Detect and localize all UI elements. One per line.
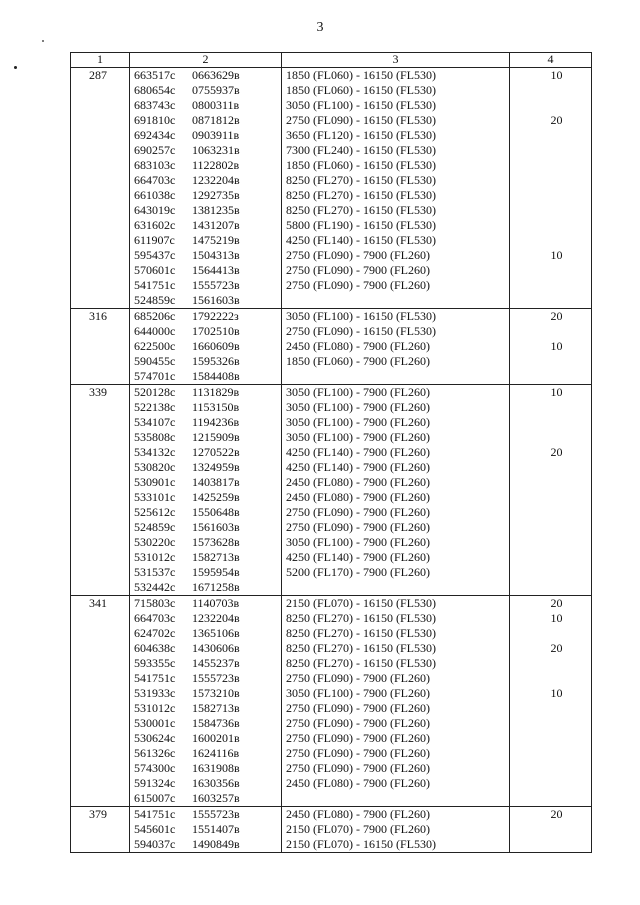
coordinate-pair (130, 128, 281, 143)
table-row (71, 385, 592, 596)
coordinate-pair (130, 309, 281, 324)
altitude-range: 5200 (FL170) - 7900 (FL260) (286, 565, 430, 579)
longitude: 1564413в (192, 263, 240, 277)
table-row (71, 596, 592, 807)
longitude: 1561603в (192, 293, 240, 307)
longitude: 1475219в (192, 233, 240, 247)
latitude: 685206с (134, 309, 176, 323)
longitude: 1595326в (192, 354, 240, 368)
altitude-range: 2750 (FL090) - 7900 (FL260) (286, 761, 430, 775)
latitude: 531012с (134, 550, 176, 564)
value-entry (510, 671, 591, 686)
zone-number: 379 (89, 807, 107, 821)
coordinates-cell (130, 385, 282, 596)
latitude: 624702с (134, 626, 176, 640)
value-entry: 20 (550, 445, 563, 459)
latitude: 631602с (134, 218, 176, 232)
altitude-cell (282, 68, 510, 309)
longitude: 1671258в (192, 580, 240, 594)
longitude: 1324959в (192, 460, 240, 474)
latitude: 615007с (134, 791, 176, 805)
latitude: 530001с (134, 716, 176, 730)
latitude: 715803с (134, 596, 176, 610)
latitude: 622500с (134, 339, 176, 353)
longitude: 1381235в (192, 203, 240, 217)
coordinate-pair (130, 716, 281, 731)
zone-number-cell (71, 68, 130, 309)
altitude-range: 2750 (FL090) - 16150 (FL530) (286, 113, 436, 127)
longitude: 1455237в (192, 656, 240, 670)
coordinate-pair (130, 278, 281, 293)
coordinate-pair (130, 400, 281, 415)
value-cell (510, 68, 592, 309)
altitude-range: 2750 (FL090) - 7900 (FL260) (286, 716, 430, 730)
altitude-range: 8250 (FL270) - 16150 (FL530) (286, 626, 436, 640)
altitude-range: 2750 (FL090) - 7900 (FL260) (286, 731, 430, 745)
scan-mark (14, 66, 17, 69)
altitude-range: 3050 (FL100) - 16150 (FL530) (286, 309, 436, 323)
longitude: 1630356в (192, 776, 240, 790)
coordinate-pair (130, 596, 281, 611)
altitude-range: 8250 (FL270) - 16150 (FL530) (286, 203, 436, 217)
altitude-cell (282, 385, 510, 596)
value-entry (510, 98, 591, 113)
altitude-range: 8250 (FL270) - 16150 (FL530) (286, 611, 436, 625)
latitude: 561326с (134, 746, 176, 760)
altitude-range: 2750 (FL090) - 7900 (FL260) (286, 248, 430, 262)
longitude: 0755937в (192, 83, 240, 97)
zone-number: 341 (89, 596, 107, 610)
longitude: 1573210в (192, 686, 240, 700)
table-row (71, 309, 592, 385)
longitude: 1600201в (192, 731, 240, 745)
latitude: 595437с (134, 248, 176, 262)
coordinate-pair (130, 565, 281, 580)
latitude: 545601с (134, 822, 176, 836)
latitude: 531012с (134, 701, 176, 715)
coordinate-pair (130, 113, 281, 128)
latitude: 520128с (134, 385, 176, 399)
zone-number-cell (71, 807, 130, 853)
coordinate-pair (130, 701, 281, 716)
coordinate-pair (130, 430, 281, 445)
zone-number: 287 (89, 68, 107, 82)
coordinate-pair (130, 248, 281, 263)
zone-number: 339 (89, 385, 107, 399)
value-entry (510, 188, 591, 203)
value-entry: 10 (550, 248, 563, 262)
longitude: 1063231в (192, 143, 240, 157)
longitude: 1365106в (192, 626, 240, 640)
latitude: 525612с (134, 505, 176, 519)
coordinate-pair (130, 626, 281, 641)
altitude-range: 2750 (FL090) - 7900 (FL260) (286, 671, 430, 685)
coordinate-pair (130, 293, 281, 308)
zone-number-cell (71, 385, 130, 596)
longitude: 1584408в (192, 369, 240, 383)
longitude: 1550648в (192, 505, 240, 519)
longitude: 1232204в (192, 173, 240, 187)
longitude: 1490849в (192, 837, 240, 851)
longitude: 1573628в (192, 535, 240, 549)
column-header: 1 (71, 53, 130, 68)
longitude: 1431207в (192, 218, 240, 232)
value-entry: 10 (550, 611, 563, 625)
latitude: 535808с (134, 430, 176, 444)
table-body (71, 68, 592, 853)
longitude: 1194236в (192, 415, 240, 429)
latitude: 590455с (134, 354, 176, 368)
latitude: 531537с (134, 565, 176, 579)
coordinate-pair (130, 822, 281, 837)
column-header: 2 (130, 53, 282, 68)
longitude: 1660609в (192, 339, 240, 353)
longitude: 0871812в (192, 113, 240, 127)
coordinate-pair (130, 173, 281, 188)
altitude-range: 4250 (FL140) - 7900 (FL260) (286, 550, 430, 564)
longitude: 1555723в (192, 671, 240, 685)
value-entry: 10 (550, 385, 563, 399)
coordinate-pair (130, 445, 281, 460)
coordinate-pair (130, 837, 281, 852)
table-row (71, 807, 592, 853)
latitude: 611907с (134, 233, 175, 247)
value-entry (510, 324, 591, 339)
altitude-range: 1850 (FL060) - 7900 (FL260) (286, 354, 430, 368)
longitude: 1792222з (192, 309, 239, 323)
altitude-range: 2150 (FL070) - 16150 (FL530) (286, 596, 436, 610)
coordinate-pair (130, 731, 281, 746)
coordinate-pair (130, 263, 281, 278)
coordinates-cell (130, 309, 282, 385)
coordinate-pair (130, 746, 281, 761)
longitude: 1122802в (192, 158, 240, 172)
value-entry: 20 (550, 309, 563, 323)
longitude: 1561603в (192, 520, 240, 534)
altitude-range: 8250 (FL270) - 16150 (FL530) (286, 641, 436, 655)
value-entry (510, 430, 591, 445)
altitude-range: 7300 (FL240) - 16150 (FL530) (286, 143, 436, 157)
altitude-range: 2750 (FL090) - 7900 (FL260) (286, 520, 430, 534)
latitude: 532442с (134, 580, 176, 594)
value-entry (510, 83, 591, 98)
coordinates-cell (130, 68, 282, 309)
value-entry (510, 158, 591, 173)
coordinate-pair (130, 776, 281, 791)
latitude: 690257с (134, 143, 176, 157)
longitude: 1702510в (192, 324, 240, 338)
coordinate-pair (130, 520, 281, 535)
coordinate-pair (130, 761, 281, 776)
altitude-range: 3050 (FL100) - 7900 (FL260) (286, 385, 430, 399)
zone-table (70, 52, 592, 853)
altitude-range: 2450 (FL080) - 7900 (FL260) (286, 475, 430, 489)
altitude-range: 3050 (FL100) - 7900 (FL260) (286, 535, 430, 549)
longitude: 1270522в (192, 445, 240, 459)
coordinate-pair (130, 611, 281, 626)
latitude: 541751с (134, 278, 176, 292)
zone-number-cell (71, 596, 130, 807)
longitude: 1140703в (192, 596, 240, 610)
value-entry (510, 626, 591, 641)
longitude: 1215909в (192, 430, 240, 444)
coordinate-pair (130, 505, 281, 520)
altitude-range: 3050 (FL100) - 16150 (FL530) (286, 98, 436, 112)
latitude: 534107с (134, 415, 176, 429)
coordinate-pair (130, 188, 281, 203)
latitude: 593355с (134, 656, 176, 670)
altitude-range: 8250 (FL270) - 16150 (FL530) (286, 656, 436, 670)
longitude: 1555723в (192, 807, 240, 821)
value-entry: 20 (550, 641, 563, 655)
value-cell (510, 807, 592, 853)
column-header: 3 (282, 53, 510, 68)
altitude-range: 1850 (FL060) - 16150 (FL530) (286, 68, 436, 82)
longitude: 1555723в (192, 278, 240, 292)
latitude: 683743с (134, 98, 176, 112)
column-header: 4 (510, 53, 592, 68)
longitude: 0903911в (192, 128, 240, 142)
longitude: 1582713в (192, 550, 240, 564)
latitude: 533101с (134, 490, 176, 504)
value-entry: 10 (550, 339, 563, 353)
coordinate-pair (130, 807, 281, 822)
coordinate-pair (130, 415, 281, 430)
altitude-range: 2450 (FL080) - 7900 (FL260) (286, 776, 430, 790)
coordinate-pair (130, 460, 281, 475)
value-entry (510, 173, 591, 188)
longitude: 1430606в (192, 641, 240, 655)
coordinate-pair (130, 143, 281, 158)
table-header-row (71, 53, 592, 68)
latitude: 574300с (134, 761, 176, 775)
value-entry (510, 233, 591, 248)
coordinate-pair (130, 339, 281, 354)
latitude: 522138с (134, 400, 176, 414)
latitude: 524859с (134, 293, 176, 307)
value-entry (510, 218, 591, 233)
scan-mark (42, 40, 44, 42)
longitude: 1131829в (192, 385, 240, 399)
longitude: 1153150в (192, 400, 240, 414)
altitude-range: 1850 (FL060) - 16150 (FL530) (286, 158, 436, 172)
page-number: 3 (316, 20, 324, 35)
coordinate-pair (130, 550, 281, 565)
coordinate-pair (130, 354, 281, 369)
coordinate-pair (130, 671, 281, 686)
latitude: 574701с (134, 369, 176, 383)
longitude: 0663629в (192, 68, 240, 82)
value-entry: 20 (550, 807, 563, 821)
value-entry: 10 (550, 68, 563, 82)
altitude-cell (282, 309, 510, 385)
coordinate-pair (130, 580, 281, 595)
altitude-range: 4250 (FL140) - 7900 (FL260) (286, 445, 430, 459)
coordinate-pair (130, 385, 281, 400)
longitude: 1631908в (192, 761, 240, 775)
longitude: 1292735в (192, 188, 240, 202)
zone-number-cell (71, 309, 130, 385)
coordinate-pair (130, 324, 281, 339)
longitude: 1232204в (192, 611, 240, 625)
altitude-range: 2750 (FL090) - 7900 (FL260) (286, 746, 430, 760)
value-entry (510, 656, 591, 671)
altitude-range: 3050 (FL100) - 7900 (FL260) (286, 430, 430, 444)
longitude: 1582713в (192, 701, 240, 715)
value-entry: 20 (550, 596, 563, 610)
coordinate-pair (130, 233, 281, 248)
latitude: 664703с (134, 611, 176, 625)
latitude: 531933с (134, 686, 176, 700)
longitude: 0800311в (192, 98, 240, 112)
altitude-range: 2150 (FL070) - 16150 (FL530) (286, 837, 436, 851)
coordinate-pair (130, 791, 281, 806)
coordinates-cell (130, 807, 282, 853)
value-cell (510, 385, 592, 596)
coordinate-pair (130, 68, 281, 83)
altitude-range: 2750 (FL090) - 7900 (FL260) (286, 505, 430, 519)
zone-number: 316 (89, 309, 107, 323)
latitude: 644000с (134, 324, 176, 338)
altitude-range: 4250 (FL140) - 7900 (FL260) (286, 460, 430, 474)
longitude: 1584736в (192, 716, 240, 730)
latitude: 541751с (134, 671, 176, 685)
longitude: 1425259в (192, 490, 240, 504)
value-entry (510, 415, 591, 430)
value-cell (510, 309, 592, 385)
latitude: 680654с (134, 83, 176, 97)
altitude-range: 8250 (FL270) - 16150 (FL530) (286, 173, 436, 187)
altitude-range: 8250 (FL270) - 16150 (FL530) (286, 188, 436, 202)
coordinate-pair (130, 686, 281, 701)
altitude-range: 2750 (FL090) - 7900 (FL260) (286, 263, 430, 277)
latitude: 663517с (134, 68, 176, 82)
altitude-range: 3650 (FL120) - 16150 (FL530) (286, 128, 436, 142)
altitude-range: 4250 (FL140) - 16150 (FL530) (286, 233, 436, 247)
altitude-cell (282, 807, 510, 853)
longitude: 1403817в (192, 475, 240, 489)
latitude: 594037с (134, 837, 176, 851)
latitude: 541751с (134, 807, 176, 821)
value-entry (510, 203, 591, 218)
coordinate-pair (130, 218, 281, 233)
value-entry: 10 (550, 686, 563, 700)
longitude: 1551407в (192, 822, 240, 836)
altitude-range: 1850 (FL060) - 16150 (FL530) (286, 83, 436, 97)
altitude-range: 2750 (FL090) - 7900 (FL260) (286, 278, 430, 292)
coordinate-pair (130, 158, 281, 173)
latitude: 661038с (134, 188, 176, 202)
coordinate-pair (130, 641, 281, 656)
latitude: 604638с (134, 641, 176, 655)
value-cell (510, 596, 592, 807)
latitude: 530901с (134, 475, 176, 489)
coordinate-pair (130, 369, 281, 384)
altitude-range: 2750 (FL090) - 7900 (FL260) (286, 701, 430, 715)
latitude: 691810с (134, 113, 176, 127)
longitude: 1624116в (192, 746, 240, 760)
altitude-range: 3050 (FL100) - 7900 (FL260) (286, 686, 430, 700)
latitude: 664703с (134, 173, 176, 187)
latitude: 524859с (134, 520, 176, 534)
table-row (71, 68, 592, 309)
coordinate-pair (130, 535, 281, 550)
coordinate-pair (130, 98, 281, 113)
latitude: 530820с (134, 460, 176, 474)
altitude-range: 2150 (FL070) - 7900 (FL260) (286, 822, 430, 836)
latitude: 570601с (134, 263, 176, 277)
coordinate-pair (130, 475, 281, 490)
latitude: 591324с (134, 776, 176, 790)
altitude-range: 2450 (FL080) - 7900 (FL260) (286, 339, 430, 353)
latitude: 530624с (134, 731, 176, 745)
value-entry: 20 (550, 113, 563, 127)
coordinate-pair (130, 83, 281, 98)
altitude-cell (282, 596, 510, 807)
value-entry (510, 400, 591, 415)
latitude: 534132с (134, 445, 176, 459)
coordinate-pair (130, 490, 281, 505)
altitude-range: 5800 (FL190) - 16150 (FL530) (286, 218, 436, 232)
altitude-range: 2750 (FL090) - 16150 (FL530) (286, 324, 436, 338)
coordinates-cell (130, 596, 282, 807)
longitude: 1504313в (192, 248, 240, 262)
altitude-range: 3050 (FL100) - 7900 (FL260) (286, 415, 430, 429)
altitude-range: 2450 (FL080) - 7900 (FL260) (286, 490, 430, 504)
value-entry (510, 143, 591, 158)
altitude-range: 2450 (FL080) - 7900 (FL260) (286, 807, 430, 821)
coordinate-pair (130, 656, 281, 671)
altitude-range: 3050 (FL100) - 7900 (FL260) (286, 400, 430, 414)
latitude: 692434с (134, 128, 176, 142)
latitude: 643019с (134, 203, 176, 217)
longitude: 1603257в (192, 791, 240, 805)
latitude: 530220с (134, 535, 176, 549)
coordinate-pair (130, 203, 281, 218)
longitude: 1595954в (192, 565, 240, 579)
value-entry (510, 128, 591, 143)
latitude: 683103с (134, 158, 176, 172)
